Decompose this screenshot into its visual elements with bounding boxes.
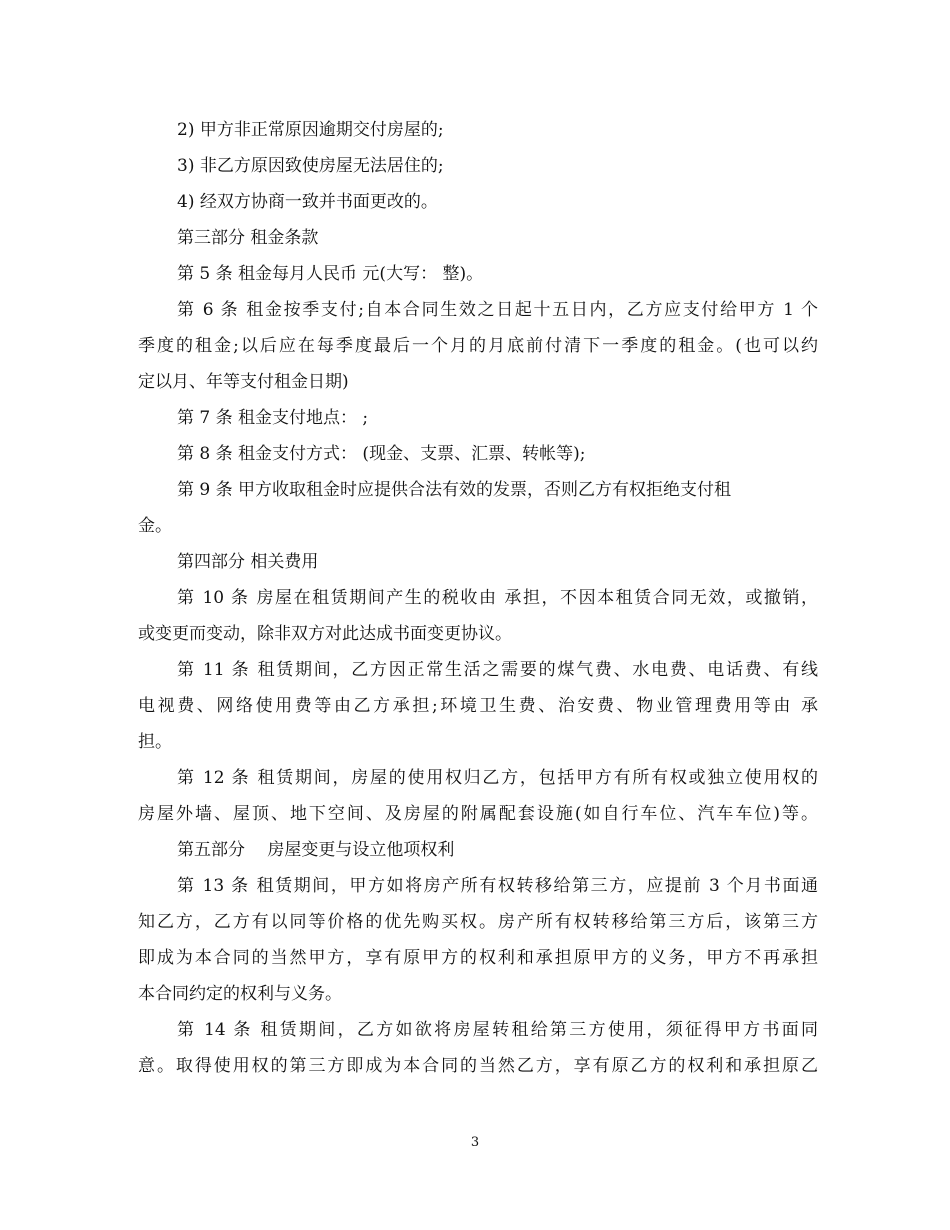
section-heading-part-5: 第五部分 房屋变更与设立他项权利 <box>177 840 455 860</box>
list-item-3: 3) 非乙方原因致使房屋无法居住的; <box>177 156 444 176</box>
clause-8: 第 8 条 租金支付方式： (现金、支票、汇票、转帐等); <box>177 444 586 464</box>
section-heading-part-3: 第三部分 租金条款 <box>177 228 319 248</box>
clause-12-line-1: 第 12 条 租赁期间，房屋的使用权归乙方，包括甲方有所有权或独立使用权的 <box>177 768 818 788</box>
clause-11-line-1: 第 11 条 租赁期间，乙方因正常生活之需要的煤气费、水电费、电话费、有线 <box>177 660 818 680</box>
clause-11-line-2: 电视费、网络使用费等由乙方承担;环境卫生费、治安费、物业管理费用等由 承 <box>138 696 818 716</box>
section-heading-part-4: 第四部分 相关费用 <box>177 552 319 572</box>
clause-10-line-1: 第 10 条 房屋在租赁期间产生的税收由 承担，不因本租赁合同无效，或撤销， <box>177 588 818 608</box>
clause-12-line-2: 房屋外墙、屋顶、地下空间、及房屋的附属配套设施(如自行车位、汽车车位)等。 <box>138 804 818 824</box>
clause-11-line-3: 担。 <box>138 732 172 752</box>
list-item-2: 2) 甲方非正常原因逾期交付房屋的; <box>177 120 444 140</box>
clause-9-line-2: 金。 <box>138 516 172 536</box>
clause-9-line-1: 第 9 条 甲方收取租金时应提供合法有效的发票，否则乙方有权拒绝支付租 <box>177 480 732 500</box>
page-number: 3 <box>470 1135 480 1150</box>
list-item-4: 4) 经双方协商一致并书面更改的。 <box>177 192 438 212</box>
clause-13-line-2: 知乙方，乙方有以同等价格的优先购买权。房产所有权转移给第三方后，该第三方 <box>138 912 818 932</box>
clause-7: 第 7 条 租金支付地点： ; <box>177 408 369 428</box>
clause-5: 第 5 条 租金每月人民币 元(大写： 整)。 <box>177 264 484 284</box>
clause-14-line-2: 意。取得使用权的第三方即成为本合同的当然乙方，享有原乙方的权利和承担原乙 <box>138 1056 818 1076</box>
clause-10-line-2: 或变更而变动，除非双方对此达成书面变更协议。 <box>138 624 512 644</box>
clause-13-line-1: 第 13 条 租赁期间，甲方如将房产所有权转移给第三方，应提前 3 个月书面通 <box>177 876 818 896</box>
clause-6-line-3: 定以月、年等支付租金日期) <box>138 372 349 392</box>
clause-13-line-3: 即成为本合同的当然甲方，享有原甲方的权利和承担原甲方的义务，甲方不再承担 <box>138 948 818 968</box>
clause-13-line-4: 本合同约定的权利与义务。 <box>138 984 342 1004</box>
clause-14-line-1: 第 14 条 租赁期间，乙方如欲将房屋转租给第三方使用，须征得甲方书面同 <box>177 1020 818 1040</box>
clause-6-line-1: 第 6 条 租金按季支付;自本合同生效之日起十五日内，乙方应支付给甲方 1 个 <box>177 300 818 320</box>
clause-6-line-2: 季度的租金;以后应在每季度最后一个月的月底前付清下一季度的租金。(也可以约 <box>138 336 818 356</box>
